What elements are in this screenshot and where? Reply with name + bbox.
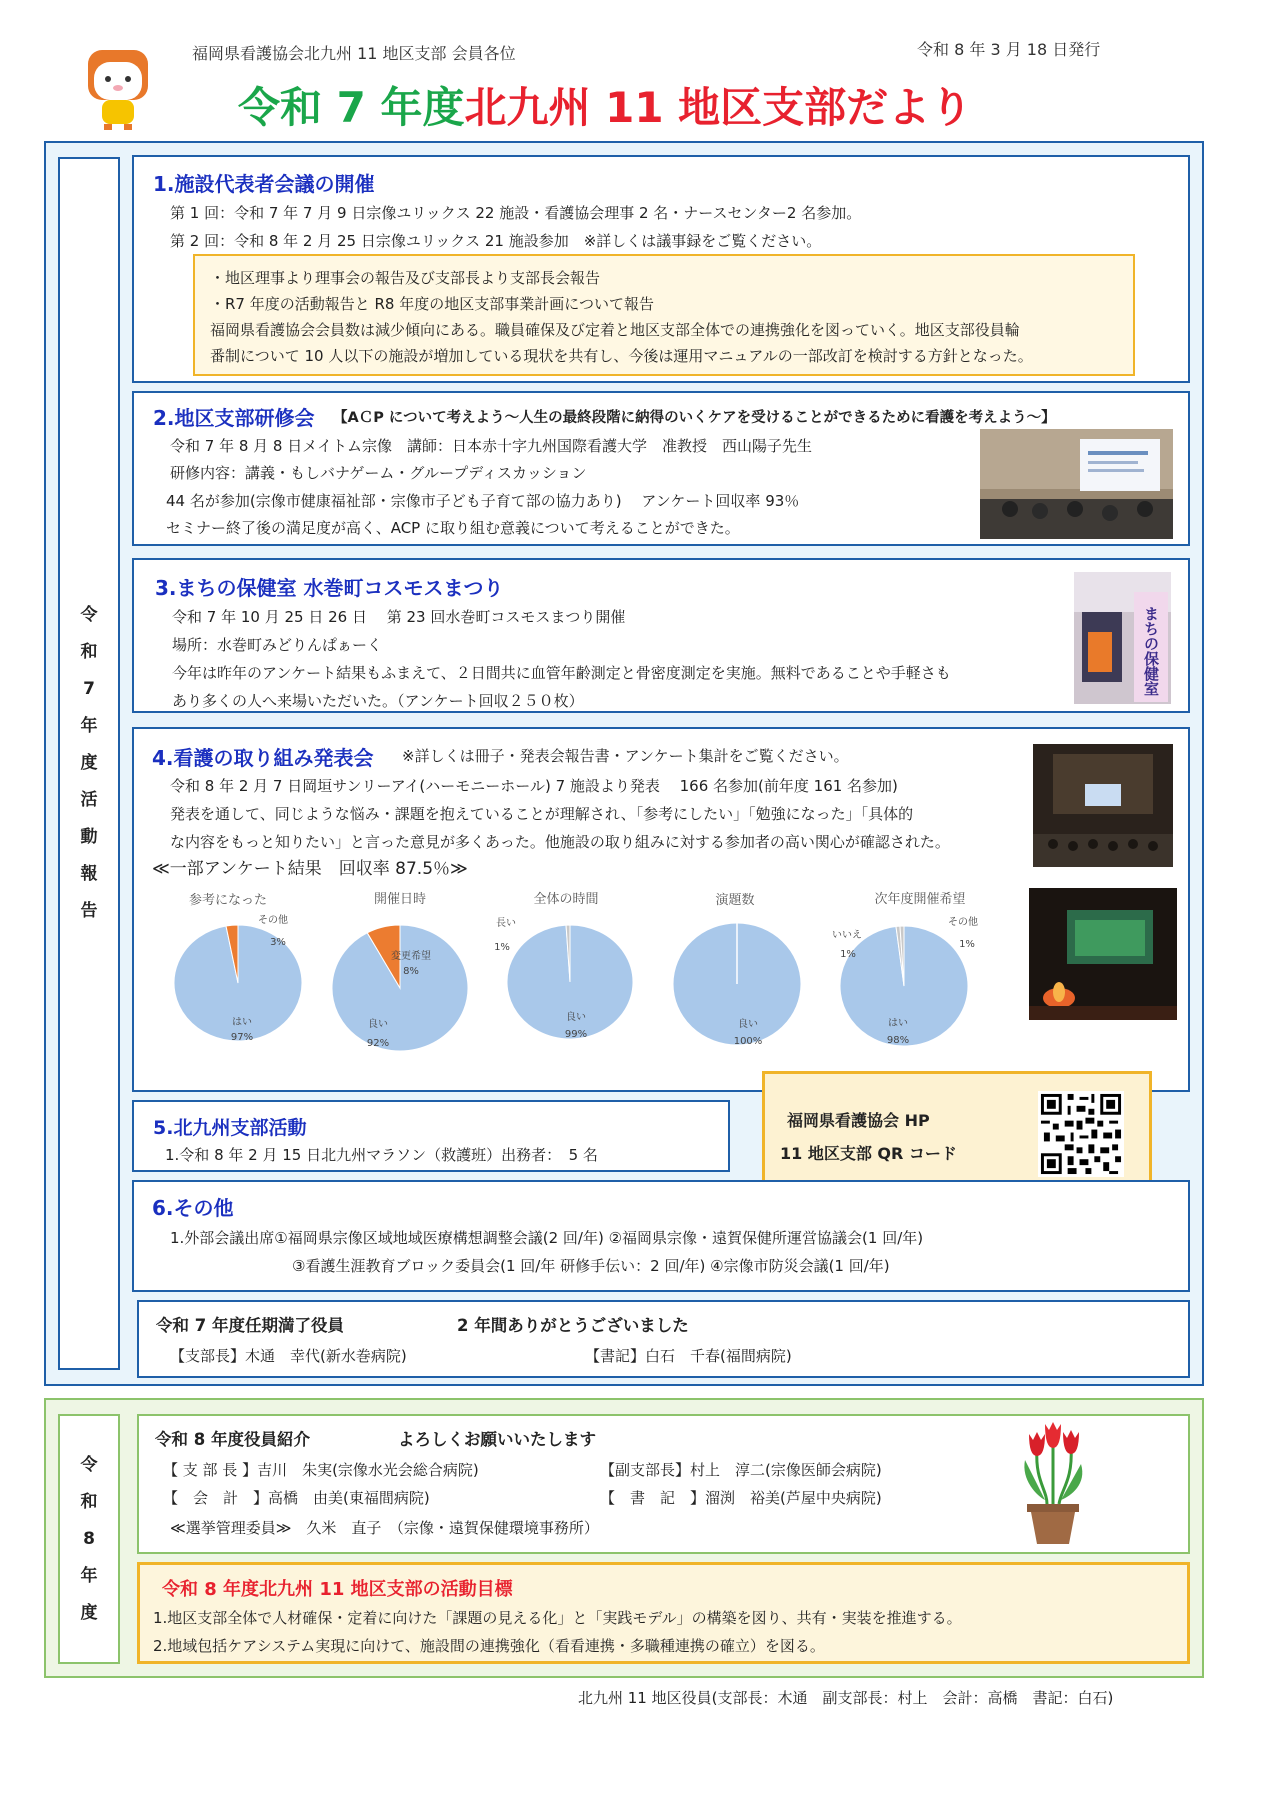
footer-officers: 北九州 11 地区役員(支部長：木通 副支部長：村上 会計：高橋 書記：白石) <box>578 1689 1114 1707</box>
title-part-2: 北九州 11 地区支部だより <box>464 83 973 132</box>
pie-data-label: 長い <box>496 918 516 929</box>
summary-line: 番制について 10 人以下の施設が増加している現状を共有し、今後は運用マニュアルの一部改訂を検討する方針となった。 <box>210 347 1033 365</box>
pie-data-label: 92% <box>366 1038 390 1049</box>
goal-item: 2.地域包括ケアシステム実現に向けて、施設間の連携強化（看看連携・多職種連携の確立）を図る。 <box>153 1637 825 1655</box>
pie-data-label: 1% <box>494 942 510 953</box>
pie-data-label: 3% <box>270 937 286 948</box>
r8-side-label <box>58 1414 120 1664</box>
side-char: 報 <box>80 864 98 884</box>
pie-title: 全体の時間 <box>533 892 599 907</box>
retiring-officer: 【支部長】木通 幸代(新水巻病院) <box>170 1347 407 1365</box>
pie-data-label: はい <box>888 1018 908 1029</box>
section-3-line: 令和 7 年 10 月 25 日 26 日 第 23 回水巻町コスモスまつり開催 <box>172 608 626 626</box>
retiring-officer: 【書記】白石 千春(福間病院) <box>585 1347 792 1365</box>
pie-title: 演題数 <box>715 893 755 908</box>
section-2-line: セミナー終了後の満足度が高く、ACP に取り組む意義について考えることができた。 <box>166 519 740 537</box>
pie-data-label: 変更希望 <box>391 951 431 962</box>
section-1-line: 第 1 回：令和 7 年 7 月 9 日宗像ユリックス 22 施設・看護協会理事 2 名・ナースセンター2 名参加。 <box>170 204 862 222</box>
side-char: 告 <box>80 901 98 921</box>
section-3-line: 場所：水巻町みどりんぱぁーく <box>172 636 383 654</box>
side-char: 8 <box>83 1528 95 1549</box>
section-3-title: 3.まちの保健室 水巻町コスモスまつり <box>155 576 504 600</box>
pie-data-label: 8% <box>403 966 419 977</box>
tulip-icon <box>1017 1420 1089 1546</box>
pie-title: 開催日時 <box>373 892 427 907</box>
section-2-line: 研修内容：講義・もしバナゲーム・グループディスカッション <box>170 464 587 482</box>
pie-data-label: 1% <box>840 949 856 960</box>
seminar-photo <box>980 429 1173 539</box>
health-room-photo <box>1074 572 1171 704</box>
pie-title: 次年度開催希望 <box>874 892 966 907</box>
officer-entry: 【 会 計 】高橋 由美(東福間病院) <box>163 1489 430 1507</box>
section-5-title: 5.北九州支部活動 <box>153 1117 307 1139</box>
r7-side-label <box>58 157 120 1370</box>
officers-title: 令和 8 年度役員紹介 <box>155 1430 310 1449</box>
side-char: 年 <box>80 716 98 736</box>
section-4-line: 令和 8 年 2 月 7 日岡垣サンリーアイ(ハーモニーホール) 7 施設より発表 166 名参加(前年度 161 名参加) <box>170 777 898 795</box>
section-4-line: 発表を通して、同じような悩み・課題を抱えていることが理解され、「参考にしたい」「勉強になった」「具体的 <box>170 805 914 823</box>
goals-title: 令和 8 年度北九州 11 地区支部の活動目標 <box>162 1579 513 1600</box>
section-1-title: 1.施設代表者会議の開催 <box>153 172 375 196</box>
section-1-line: 第 2 回：令和 8 年 2 月 25 日宗像ユリックス 21 施設参加 ※詳しくは議事録をご覧ください。 <box>170 232 822 250</box>
officers-greeting: よろしくお願いいたします <box>398 1430 596 1449</box>
pie-chart-schedule <box>332 925 468 1051</box>
retiring-thanks: 2 年間ありがとうございました <box>457 1316 689 1335</box>
pie-data-label: その他 <box>258 915 288 926</box>
summary-line: ・地区理事より理事会の報告及び支部長より支部長会報告 <box>210 269 601 287</box>
qr-code-icon[interactable] <box>1038 1091 1124 1177</box>
side-char: 7 <box>83 679 95 699</box>
side-char: 動 <box>80 827 98 847</box>
side-char: 度 <box>80 753 98 773</box>
goal-item: 1.地区支部全体で人材確保・定着に向けた「課題の見える化」と「実践モデル」の構築を図り、共有・実装を推進する。 <box>153 1609 962 1627</box>
side-char: 和 <box>80 1491 98 1512</box>
side-char: 年 <box>80 1565 98 1586</box>
pie-data-label: 1% <box>959 939 975 950</box>
pie-data-label: 97% <box>230 1032 254 1043</box>
section-5-line: 1.令和 8 年 2 月 15 日北九州マラソン（救護班）出務者： 5 名 <box>165 1146 598 1164</box>
section-4-note: ※詳しくは冊子・発表会報告書・アンケート集計をご覧ください。 <box>402 747 849 765</box>
officer-entry: ≪選挙管理委員≫ 久米 直子 （宗像・遠賀保健環境事務所） <box>170 1519 599 1537</box>
pie-data-label: その他 <box>948 917 978 928</box>
section-2-subtitle: 【AＣP について考えよう～人生の最終段階に納得のいくケアを受けることができるために看護を考えよう～】 <box>333 410 1056 426</box>
section-3-line: 今年は昨年のアンケート結果もふまえて、２日間共に血管年齢測定と骨密度測定を実施。無料であることや手軽さも <box>172 664 951 682</box>
survey-pie-charts <box>160 883 1020 1073</box>
officer-entry: 【副支部長】村上 淳二(宗像医師会病院) <box>600 1461 882 1479</box>
recipients-line: 福岡県看護協会北九州 11 地区支部 会員各位 <box>192 44 516 63</box>
qr-label-branch: 11 地区支部 QR コード <box>780 1144 957 1163</box>
pie-data-label: いいえ <box>832 930 862 941</box>
title-part-1: 令和 7 年度 <box>238 83 465 132</box>
section-3-line: あり多くの人へ来場いただいた。（アンケート回収２５０枚） <box>172 692 584 710</box>
section-4-title: 4.看護の取り組み発表会 <box>152 746 374 770</box>
issue-date: 令和 8 年 3 月 18 日発行 <box>917 40 1101 59</box>
section-2-title: 2.地区支部研修会 <box>153 406 315 430</box>
presentation-hall-photo <box>1033 744 1173 867</box>
section-6-line: 1.外部会議出席①福岡県宗像区域地域医療構想調整会議(2 回/年) ②福岡県宗像・遠賀保健所運営協議会(1 回/年) <box>170 1229 924 1247</box>
pie-title: 参考になった <box>188 893 268 908</box>
summary-line: 福岡県看護協会会員数は減少傾向にある。職員確保及び定着と地区支部全体での連携強化を図っていく。地区支部役員輪 <box>210 321 1020 339</box>
section-6-title: 6.その他 <box>152 1196 234 1220</box>
mascot-logo <box>82 46 154 132</box>
pie-data-label: 良い <box>738 1019 758 1030</box>
health-room-banner-text: まちの保健室 <box>1142 606 1160 696</box>
qr-label-hp: 福岡県看護協会 HP <box>787 1111 930 1130</box>
page-title <box>238 80 972 136</box>
section-2-line: 44 名が参加(宗像市健康福祉部・宗像市子ども子育て部の協力あり) アンケート回収率 93％ <box>166 492 800 510</box>
stage-photo <box>1029 888 1177 1020</box>
survey-title: ≪一部アンケート結果 回収率 87.5％≫ <box>152 859 468 879</box>
pie-data-label: 99% <box>564 1029 588 1040</box>
side-char: 令 <box>80 1454 98 1475</box>
section-4-line: な内容をもっと知りたい」と言った意見が多くあった。他施設の取り組みに対する参加者の高い関心が確認された。 <box>170 833 950 851</box>
pie-chart-topics <box>673 923 801 1045</box>
pie-data-label: 100% <box>733 1036 763 1047</box>
retiring-title: 令和 7 年度任期満了役員 <box>156 1316 344 1335</box>
side-char: 度 <box>80 1602 98 1623</box>
side-char: 活 <box>80 790 98 810</box>
pie-data-label: 良い <box>368 1019 388 1030</box>
pie-data-label: はい <box>232 1017 252 1028</box>
section-6-line: ③看護生涯教育ブロック委員会(1 回/年 研修手伝い：2 回/年) ④宗像市防災会議(1 回/年) <box>292 1257 890 1275</box>
officer-entry: 【 支 部 長 】吉川 朱実(宗像水光会総合病院) <box>163 1461 479 1479</box>
side-char: 和 <box>80 642 98 662</box>
summary-line: ・R7 年度の活動報告と R8 年度の地区支部事業計画について報告 <box>210 295 654 313</box>
officer-entry: 【 書 記 】溜渕 裕美(芦屋中央病院) <box>600 1489 882 1507</box>
section-2-line: 令和 7 年 8 月 8 日メイトム宗像 講師：日本赤十字九州国際看護大学 准教授 西山陽子先生 <box>170 437 812 455</box>
side-char: 令 <box>80 605 98 625</box>
pie-data-label: 良い <box>566 1012 586 1023</box>
pie-data-label: 98% <box>886 1035 910 1046</box>
